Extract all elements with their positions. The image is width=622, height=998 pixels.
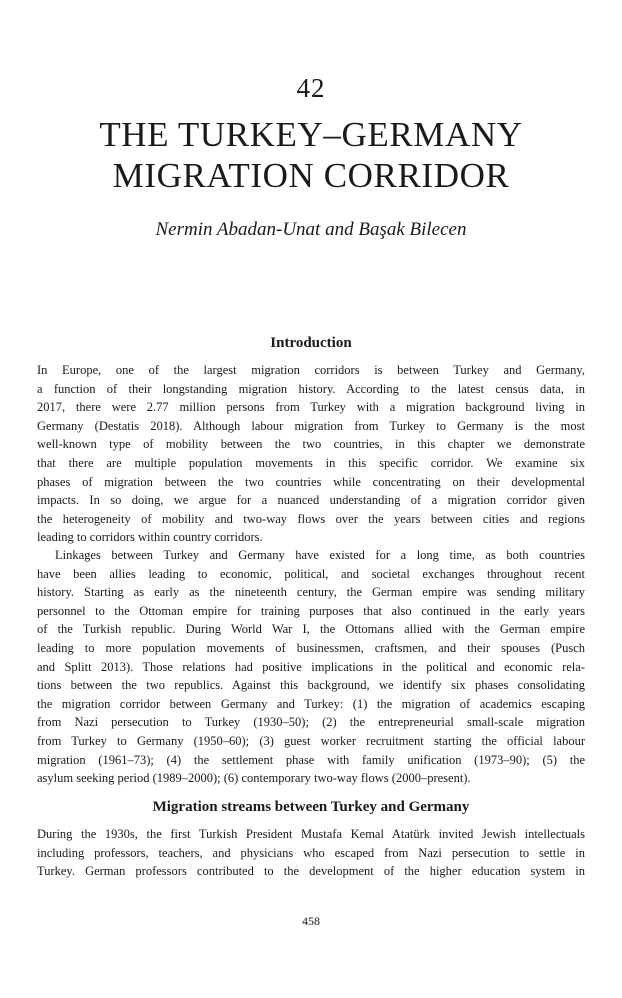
text-line: and Splitt 2013). Those relations had positive implications in the political and economic rela- xyxy=(37,659,585,674)
text-line: that there are multiple population movements in this specific corridor. We examine six xyxy=(37,455,585,470)
chapter-title xyxy=(0,114,622,196)
text-line: well-known type of mobility between the two countries, in this chapter we demonstrate xyxy=(37,437,585,452)
text-line: In Europe, one of the largest migration corridors is between Turkey and Germany, xyxy=(37,363,585,377)
text-line: from Turkey to Germany (1950–60); (3) guest worker recruitment starting the official labour xyxy=(37,733,585,748)
paragraph xyxy=(37,546,585,788)
text-line: of the Turkish republic. During World War I, the Ottomans allied with the German empire xyxy=(37,622,585,637)
text-line: have been allies leading to economic, political, and societal exchanges throughout recent xyxy=(37,566,585,581)
text-line: history. Starting as early as the nineteenth century, the German empire was sending military xyxy=(37,585,585,600)
section-heading-migration-streams: Migration streams between Turkey and Germany xyxy=(152,799,470,815)
text-line: impacts. In so doing, we argue for a nuanced understanding of a migration corridor given xyxy=(37,493,585,508)
chapter-title-line: MIGRATION CORRIDOR xyxy=(112,156,510,195)
text-line: Turkey. German professors contributed to the development of the higher education system in xyxy=(37,864,585,879)
chapter-authors: Nermin Abadan-Unat and Başak Bilecen xyxy=(155,219,467,240)
text-line: asylum seeking period (1989–2000); (6) contemporary two-way flows (2000–present). xyxy=(37,771,471,786)
section-heading-introduction: Introduction xyxy=(270,335,352,351)
text-line: migration (1961–73); (4) the settlement phase with family unification (1973–90); (5) the xyxy=(37,752,585,767)
text-line: leading to corridors within country corridors. xyxy=(37,530,263,545)
text-line: During the 1930s, the first Turkish President Mustafa Kemal Atatürk invited Jewish intellectuals xyxy=(37,827,585,841)
text-line: the migration corridor between Germany and Turkey: (1) the migration of academics escaping xyxy=(37,696,585,711)
chapter-number: 42 xyxy=(296,73,326,103)
text-line: Germany (Destatis 2018). Although labour migration from Turkey to Germany is the most xyxy=(37,418,585,433)
text-line: personnel to the Ottoman empire for training purposes that also continued in the early years xyxy=(37,603,585,618)
text-line: phases of migration between the two countries while concentrating on their developmental xyxy=(37,474,585,489)
text-line: from Nazi persecution to Turkey (1930–50); (2) the entrepreneurial small-scale migration xyxy=(37,715,585,730)
paragraph xyxy=(37,825,585,881)
text-line: Linkages between Turkey and Germany have existed for a long time, as both countries xyxy=(55,548,585,562)
text-line: a function of their longstanding migration history. According to the latest census data, in xyxy=(37,381,585,396)
text-line: tions between the two republics. Against this background, we identify six phases consolidating xyxy=(37,678,585,693)
text-line: leading to more population movements of businessmen, craftsmen, and their spouses (Pusch xyxy=(37,640,585,655)
page-number: 458 xyxy=(302,914,320,928)
text-line: including professors, teachers, and physicians who escaped from Nazi persecution to settle in xyxy=(37,845,585,860)
chapter-title-line: THE TURKEY–GERMANY xyxy=(99,115,523,154)
text-line: the heterogeneity of mobility and two-way flows over the years between cities and regions xyxy=(37,511,585,526)
paragraph xyxy=(37,361,585,547)
text-line: 2017, there were 2.77 million persons from Turkey with a migration background living in xyxy=(37,400,585,415)
